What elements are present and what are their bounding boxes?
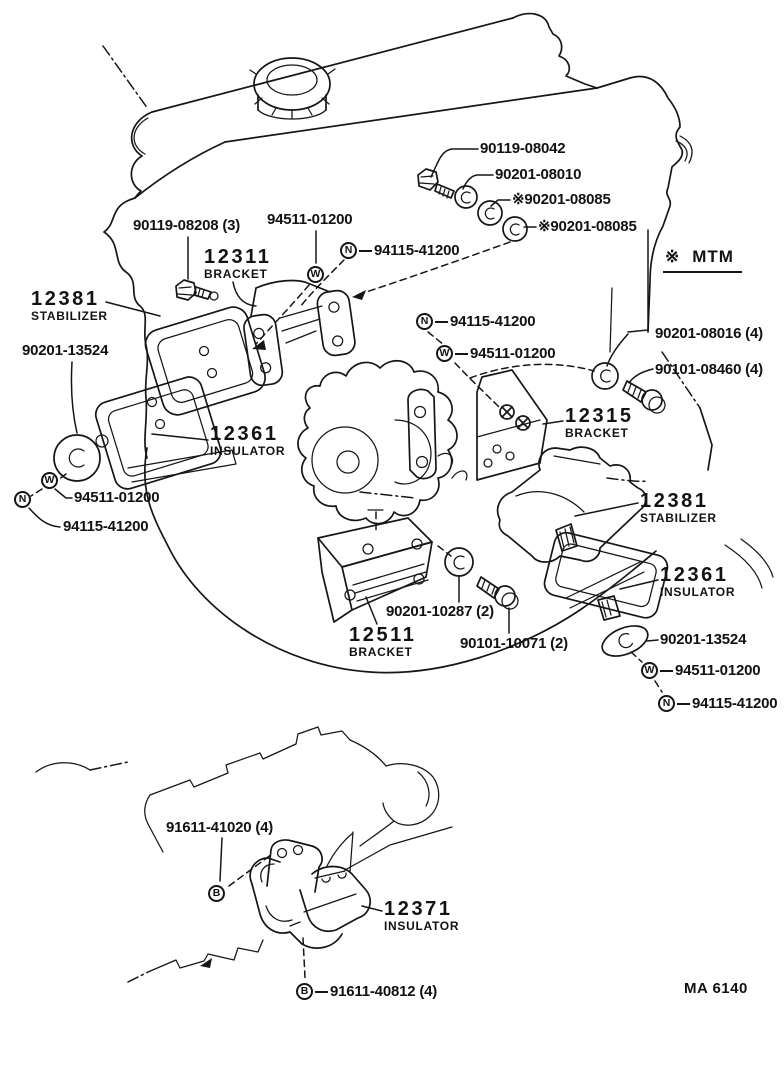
b-symbol-icon: B xyxy=(296,983,313,1000)
part-label-12361-right xyxy=(660,565,735,599)
part-number: 90201-08010 xyxy=(495,166,582,183)
part-number: 94115-41200 xyxy=(63,518,149,535)
part-label-90201-13524-left xyxy=(22,343,108,359)
part-number: 90201-13524 xyxy=(660,631,747,648)
part-label-90119-08042 xyxy=(480,141,565,157)
part-role: INSULATOR xyxy=(660,585,736,599)
part-label-12371 xyxy=(384,899,459,933)
part-number: 91611-40812 (4) xyxy=(330,982,438,1000)
part-label-90201-08010 xyxy=(495,167,581,183)
part-label-94511-01200-left xyxy=(74,490,159,506)
part-number: 94511-01200 xyxy=(470,344,556,362)
part-label-91611-41020 xyxy=(166,820,273,836)
part-number: 12361 xyxy=(210,423,279,445)
part-number: 12381 xyxy=(640,490,709,512)
leader-dash xyxy=(315,991,328,993)
part-role: STABILIZER xyxy=(640,511,717,525)
w-symbol-icon-w-top: W xyxy=(307,266,324,283)
part-role: BRACKET xyxy=(204,267,268,281)
part-label-94511-01200-right xyxy=(641,662,760,679)
figure-code: MA 6140 xyxy=(684,980,748,997)
part-label-12315 xyxy=(565,406,634,440)
part-number: 90101-10071 (2) xyxy=(460,635,568,652)
part-label-94511-01200-mid xyxy=(436,345,555,362)
part-label-90101-10071 xyxy=(460,636,568,652)
part-number: 90101-08460 (4) xyxy=(655,361,763,378)
part-label-90201-08085-a xyxy=(512,192,611,208)
part-label-90101-08460 xyxy=(655,362,763,378)
part-label-94511-01200-top xyxy=(267,212,352,228)
n-symbol-icon: N xyxy=(416,313,433,330)
part-number: 94115-41200 xyxy=(692,694,778,712)
w-symbol-icon: W xyxy=(436,345,453,362)
leader-dash xyxy=(455,353,468,355)
part-number: 94511-01200 xyxy=(267,211,353,228)
part-number: 90119-08042 xyxy=(480,140,566,157)
w-symbol-icon-w-left: W xyxy=(41,472,58,489)
part-number: 12315 xyxy=(565,405,634,427)
part-label-12361-left xyxy=(210,424,285,458)
part-number: 90201-10287 (2) xyxy=(386,603,494,620)
leader-dash xyxy=(677,703,690,705)
leader-dash xyxy=(660,670,673,672)
part-label-90201-10287 xyxy=(386,604,494,620)
part-number: 94115-41200 xyxy=(450,312,536,330)
part-label-94115-41200-top xyxy=(340,242,459,259)
part-label-94115-41200-mid xyxy=(416,313,535,330)
part-label-12381-right xyxy=(640,491,717,525)
part-number: 12381 xyxy=(31,288,100,310)
part-number: 91611-41020 (4) xyxy=(166,819,274,836)
n-symbol-icon-n-left: N xyxy=(14,491,31,508)
part-label-12381-left xyxy=(31,289,108,323)
leader-dash xyxy=(359,250,372,252)
part-label-91611-40812 xyxy=(296,983,437,1000)
part-number: 90201-08016 (4) xyxy=(655,325,763,342)
part-label-90119-08208 xyxy=(133,218,240,234)
part-role: INSULATOR xyxy=(384,919,460,933)
part-number: 94511-01200 xyxy=(74,489,160,506)
part-label-90201-08016 xyxy=(655,326,763,342)
part-role: BRACKET xyxy=(349,645,413,659)
leader-dash xyxy=(435,321,448,323)
part-number: 90201-13524 xyxy=(22,342,109,359)
mtm-note xyxy=(663,247,742,273)
part-role: BRACKET xyxy=(565,426,629,440)
part-number: 94115-41200 xyxy=(374,241,460,259)
part-number: ※90201-08085 xyxy=(538,218,637,235)
part-label-94115-41200-left xyxy=(63,519,148,535)
part-label-12511 xyxy=(349,625,417,659)
part-label-12311 xyxy=(204,247,272,281)
part-role: STABILIZER xyxy=(31,309,108,323)
part-number: 12371 xyxy=(384,898,453,920)
reference-mark-icon: ※ xyxy=(665,247,681,266)
part-label-94115-41200-right xyxy=(658,695,777,712)
mtm-note-text: MTM xyxy=(692,247,734,266)
w-symbol-icon: W xyxy=(641,662,658,679)
part-number: 12311 xyxy=(204,246,272,268)
part-role: INSULATOR xyxy=(210,444,286,458)
part-number: ※90201-08085 xyxy=(512,191,611,208)
part-label-90201-08085-b xyxy=(538,219,637,235)
part-label-90201-13524-right xyxy=(660,632,746,648)
part-number: 12361 xyxy=(660,564,729,586)
n-symbol-icon: N xyxy=(658,695,675,712)
part-number: 94511-01200 xyxy=(675,661,761,679)
n-symbol-icon: N xyxy=(340,242,357,259)
part-number: 90119-08208 (3) xyxy=(133,217,241,234)
b-symbol-icon-b-bottom: B xyxy=(208,885,225,902)
part-number: 12511 xyxy=(349,624,417,646)
